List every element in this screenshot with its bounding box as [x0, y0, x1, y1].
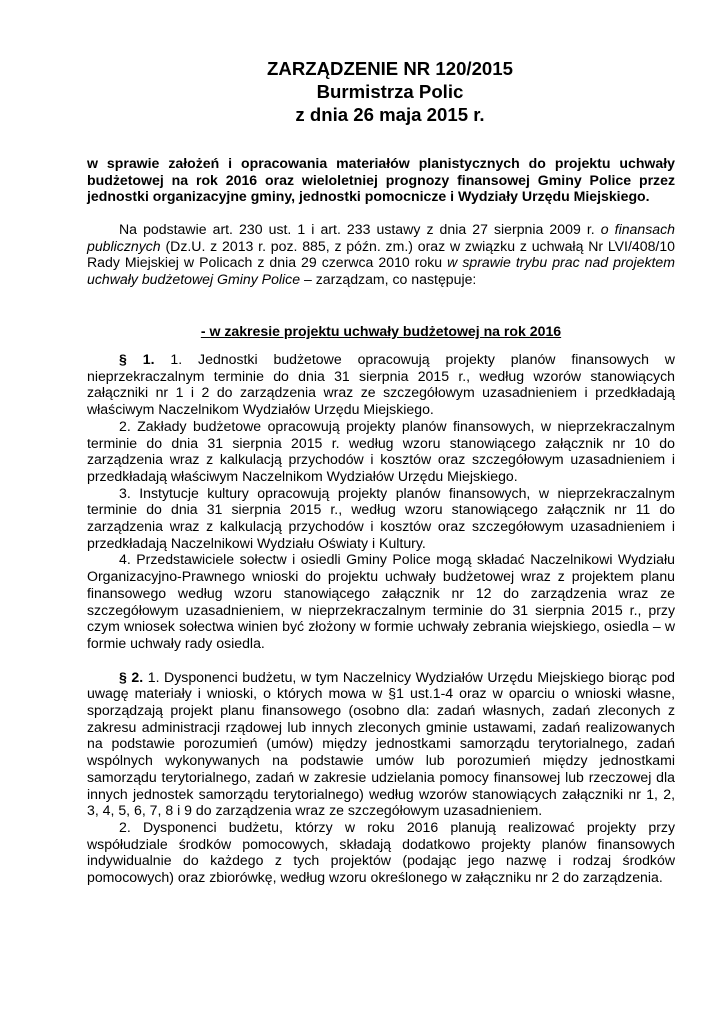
- document-authority: Burmistrza Polic: [316, 81, 464, 102]
- preamble-text-3: – zarządzam, co następuje:: [300, 271, 477, 288]
- title-block: [0, 57, 725, 126]
- par2-item1: [87, 669, 675, 819]
- paragraph-gap: [87, 652, 675, 669]
- document-date: z dnia 26 maja 2015 r.: [295, 104, 485, 125]
- par2-label: § 2.: [119, 668, 144, 685]
- preamble-resolution-title: w sprawie trybu prac nad projektem uchwały budżetowej Gminy Police: [87, 254, 676, 288]
- document-body: [87, 351, 675, 886]
- preamble-act-title: o finansach publicznych: [87, 221, 675, 254]
- preamble: [87, 221, 675, 288]
- preamble-text-1: Na podstawie art. 230 ust. 1 i art. 233 ustawy z dnia 27 sierpnia 2009 r.: [119, 221, 601, 237]
- document-subject: w sprawie założeń i opracowania materiałów planistycznych do projektu uchwały budżetowej na rok 2016 oraz wieloletniej prognozy finansowej Gminy Police przez jednostki organizacyjne gminy, jednostki pomocnicze i Wydziały Urzędu Miejskiego.: [87, 155, 675, 205]
- document-title: ZARZĄDZENIE NR 120/2015: [267, 58, 513, 79]
- par1-item1: [87, 351, 675, 418]
- par1-item3: 3. Instytucje kultury opracowują projekty planów finansowych, w nieprzekraczalnym terminie do dnia 31 sierpnia 2015 r., według wzoru stanowiącego załącznik nr 11 do zarządzenia wraz z kalkulacją przychodów i kosztów oraz szczegółowym uzasadnieniem i przedkładają Naczelnikowi Wydziału Oświaty i Kultury.: [87, 484, 675, 551]
- section-heading: - w zakresie projektu uchwały budżetowej na rok 2016: [200, 323, 562, 339]
- par1-item4: 4. Przedstawiciele sołectw i osiedli Gminy Police mogą składać Naczelnikowi Wydziału Organizacyjno-Prawnego wnioski do projektu uchwały budżetowej wraz z projektem planu finansowego według wzoru stanowiącego załącznik nr 12 do zarządzenia wraz ze szczegółowym uzasadnieniem, w nieprzekraczalnym terminie do 31 sierpnia 2015 r., przy czym wniosek sołectwa winien być złożony w formie uchwały zebrania wiejskiego, osiedla – w formie uchwały rady osiedla.: [87, 551, 675, 651]
- preamble-paragraph: [87, 221, 675, 288]
- par1-item2: 2. Zakłady budżetowe opracowują projekty planów finansowych, w nieprzekraczalnym terminie do dnia 31 sierpnia 2015 r. według wzoru stanowiącego załącznik nr 10 do zarządzenia wraz z kalkulacją przychodów i kosztów oraz szczegółowym uzasadnieniem i przedkładają właściwym Naczelnikom Wydziałów Urzędu Miejskiego.: [87, 417, 675, 484]
- par2-item2: 2. Dysponenci budżetu, którzy w roku 2016 planują realizować projekty przy współudziale środków pomocowych, składają dodatkowo projekty planów finansowych indywidualnie do każdego z tych projektów (podając jego nazwę i rodzaj środków pomocowych) oraz zbiorówkę, według wzoru określonego w załączniku nr 2 do zarządzenia.: [87, 818, 675, 886]
- preamble-text-2: (Dz.U. z 2013 r. poz. 885, z późn. zm.) oraz w związku z uchwałą Nr LVI/408/10 Rady Miejskiej w Policach z dnia 29 czerwca 2010 roku: [87, 237, 675, 271]
- par1-label: § 1.: [119, 351, 155, 367]
- par2-item1-text: 1. Dysponenci budżetu, w tym Naczelnicy Wydziałów Urzędu Miejskiego biorąc pod uwagę materiały i wnioski, o których mowa w §1 ust.1-4 oraz w oparciu o wnioski własne, sporządzają projekt planu finansowego (osobno dla: zadań własnych, zadań zleconych z zakresu administracji rządowej lub innych zleconych gminie ustawami, zadań realizowanych na podstawie porozumień (umów) między jednostkami samorządu terytorialnego, zadań wspólnych wykonywanych na podstawie umów lub porozumień między jednostkami samorządu terytorialnego, zadań w zakresie udzielania pomocy finansowej lub rzeczowej dla innych jednostek samorządu terytorialnego) według wzorów stanowiących załączniki nr 1, 2, 3, 4, 5, 6, 7, 8 i 9 do zarządzenia wraz ze szczegółowym uzasadnieniem.: [87, 668, 676, 819]
- par1-item1-text: 1. Jednostki budżetowe opracowują projekty planów finansowych w nieprzekraczalnym terminie do dnia 31 sierpnia 2015 r., według wzorów stanowiących załączniki nr 1 i 2 do zarządzenia wraz ze szczegółowym uzasadnieniem i przedkładają właściwym Naczelnikom Wydziałów Urzędu Miejskiego.: [87, 351, 675, 418]
